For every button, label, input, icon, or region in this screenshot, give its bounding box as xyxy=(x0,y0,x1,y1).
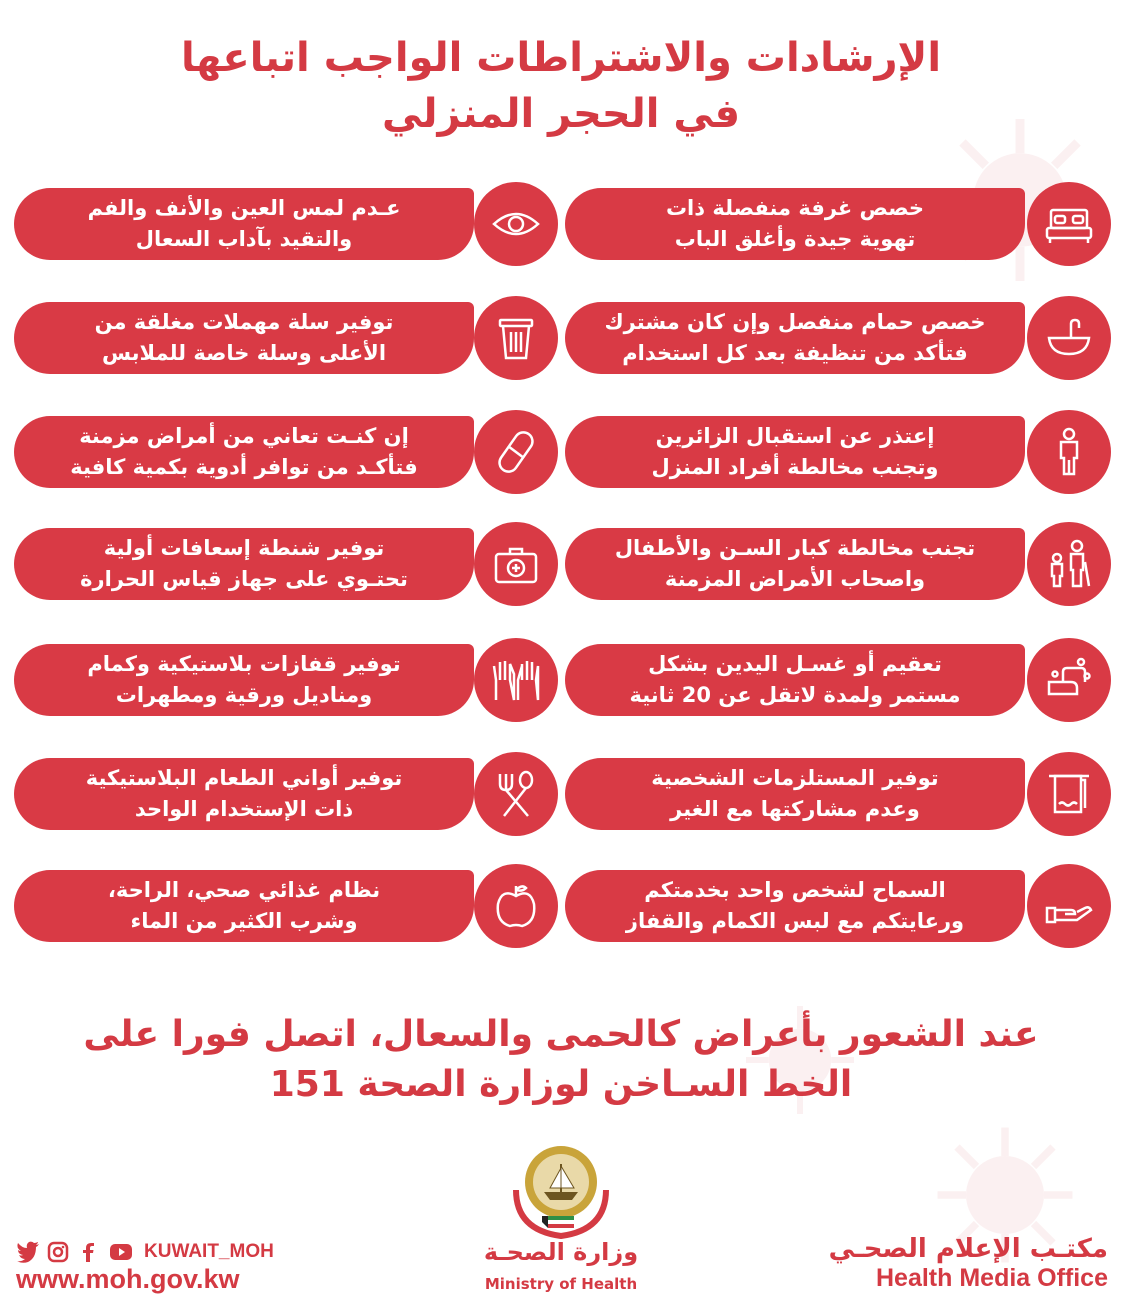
guideline-card xyxy=(565,188,1025,260)
guideline-text: وشرب الكثير من الماء xyxy=(130,909,358,933)
website-link[interactable]: www.moh.gov.kw xyxy=(16,1264,240,1294)
ministry-name-english: Ministry of Health xyxy=(484,1275,638,1293)
guideline-text: تهوية جيدة وأغلق الباب xyxy=(674,227,916,251)
guideline-text: ومناديل ورقية ومطهرات xyxy=(115,683,373,707)
hand-washing-icon xyxy=(1027,638,1111,722)
title-line-1: الإرشادات والاشتراطات الواجب اتباعها xyxy=(180,35,942,81)
apple-icon xyxy=(474,864,558,948)
youtube-icon[interactable] xyxy=(106,1241,136,1263)
eye-icon xyxy=(474,182,558,266)
elderly-child-icon xyxy=(1027,522,1111,606)
guideline-text: توفير المستلزمات الشخصية xyxy=(651,766,939,790)
guideline-text: فتأكـد من توافر أدوية بكمية كافية xyxy=(70,455,418,479)
bed-icon xyxy=(1027,182,1111,266)
trash-bin-icon xyxy=(474,296,558,380)
guideline-text: إن كنـت تعاني من أمراض مزمنة xyxy=(79,424,409,448)
guideline-text: الأعلى وسلة خاصة للملابس xyxy=(101,341,387,365)
guideline-card xyxy=(14,528,474,600)
first-aid-bag-icon xyxy=(474,522,558,606)
guideline-card xyxy=(565,528,1025,600)
hotline-line-1: عند الشعور بأعراض كالحمى والسعال، اتصل فورا على xyxy=(83,1014,1039,1055)
title-line-2: في الحجر المنزلي xyxy=(381,91,741,137)
guideline-card xyxy=(14,188,474,260)
twitter-icon[interactable] xyxy=(16,1241,40,1263)
gloves-icon xyxy=(474,638,558,722)
guideline-card xyxy=(565,302,1025,374)
ministry-name-arabic: وزارة الصحـة xyxy=(483,1238,639,1266)
social-links xyxy=(16,1239,274,1265)
page-title xyxy=(0,30,1122,142)
guideline-text: توفير أواني الطعام البلاستيكية xyxy=(85,766,403,790)
guideline-text: توفير قفازات بلاستيكية وكمام xyxy=(87,652,401,676)
guideline-text: تجنب مخالطة كبار السـن والأطفال xyxy=(614,536,976,560)
kuwait-emblem-icon xyxy=(496,1130,626,1240)
person-icon xyxy=(1027,410,1111,494)
guideline-card xyxy=(565,416,1025,488)
guideline-text: خصص حمام منفصل وإن كان مشترك xyxy=(604,310,986,334)
fork-spoon-icon xyxy=(474,752,558,836)
towel-icon xyxy=(1027,752,1111,836)
guideline-card xyxy=(14,644,474,716)
office-name-english: Health Media Office xyxy=(876,1264,1108,1292)
social-handle[interactable]: KUWAIT_MOH xyxy=(144,1241,274,1262)
office-name-arabic: مكتـب الإعلام الصحـي xyxy=(828,1234,1108,1264)
instagram-icon[interactable] xyxy=(46,1241,70,1263)
guideline-text: عـدم لمس العين والأنف والفم xyxy=(87,196,401,220)
guideline-text: مستمر ولمدة لاتقل عن 20 ثانية xyxy=(629,683,961,707)
guideline-text: توفير سلة مهملات مغلقة من xyxy=(94,310,394,334)
guideline-text: فتأكد من تنظيفة بعد كل استخدام xyxy=(622,341,968,365)
guideline-text: ذات الإستخدام الواحد xyxy=(134,797,354,821)
guideline-card xyxy=(14,302,474,374)
guideline-card xyxy=(14,758,474,830)
guideline-text: والتقيد بآداب السعال xyxy=(135,227,353,251)
guideline-text: توفير شنطة إسعافات أولية xyxy=(103,536,385,560)
guideline-text: خصص غرفة منفصلة ذات xyxy=(665,196,925,220)
hotline-line-2: الخط السـاخن لوزارة الصحة 151 xyxy=(269,1064,853,1105)
caring-hand-icon xyxy=(1027,864,1111,948)
sink-icon xyxy=(1027,296,1111,380)
guideline-card xyxy=(565,870,1025,942)
guideline-text: تحتـوي على جهاز قياس الحرارة xyxy=(80,567,408,591)
guideline-card xyxy=(565,644,1025,716)
guideline-card xyxy=(14,870,474,942)
pill-capsule-icon xyxy=(474,410,558,494)
guideline-card xyxy=(14,416,474,488)
guideline-text: نظام غذائي صحي، الراحة، xyxy=(107,878,381,902)
guideline-text: وتجنب مخالطة أفراد المنزل xyxy=(651,455,939,479)
guideline-card xyxy=(565,758,1025,830)
guideline-text: وعدم مشاركتها مع الغير xyxy=(670,797,920,821)
hotline-message xyxy=(0,1010,1122,1110)
guideline-text: تعقيم أو غسـل اليدين بشكل xyxy=(648,652,942,676)
facebook-icon[interactable] xyxy=(76,1241,100,1263)
guideline-text: واصحاب الأمراض المزمنة xyxy=(664,567,926,591)
guideline-text: ورعايتكم مع لبس الكمام والقفاز xyxy=(625,909,965,933)
guideline-text: إعتذر عن استقبال الزائرين xyxy=(655,424,935,448)
guideline-text: السماح لشخص واحد بخدمتكم xyxy=(644,878,946,902)
